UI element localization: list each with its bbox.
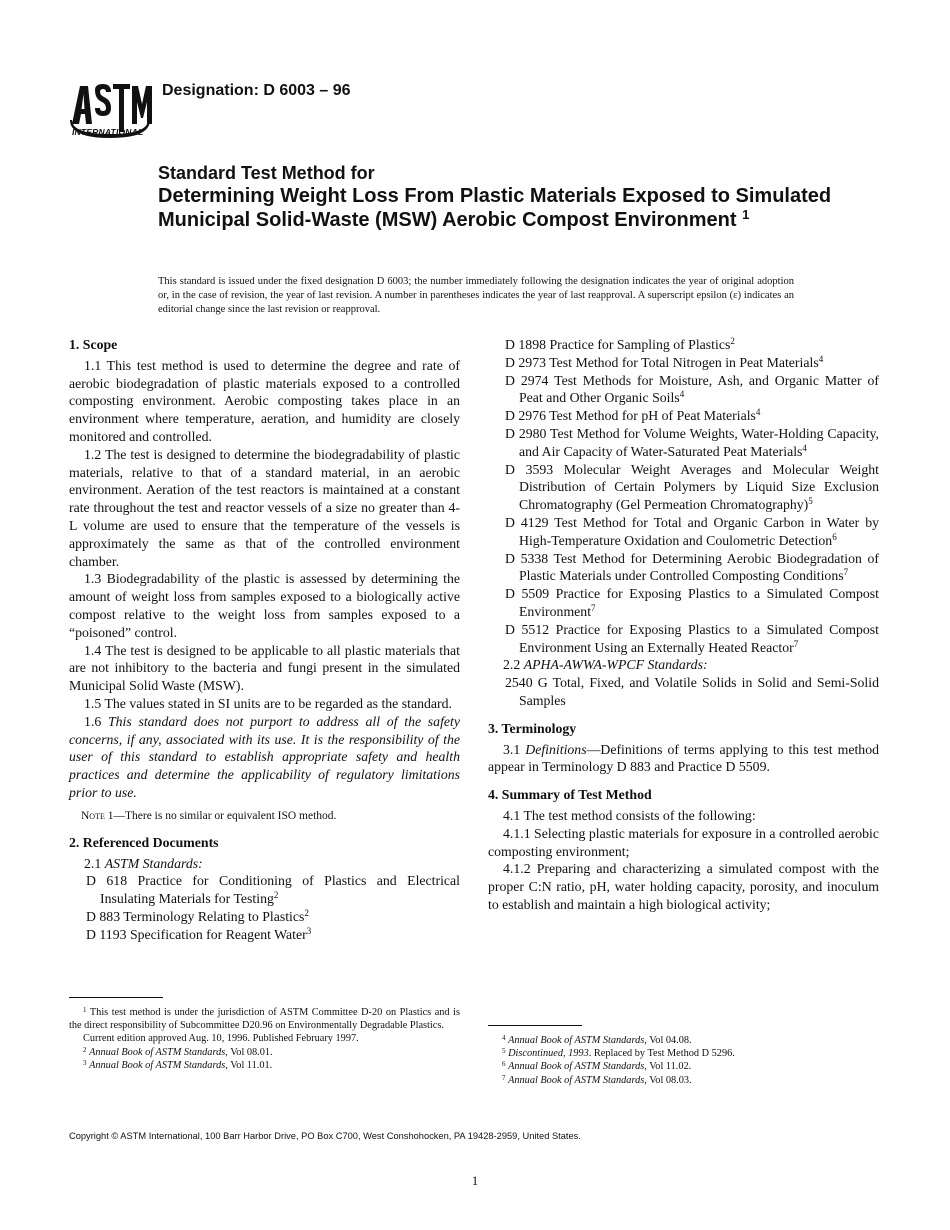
footnote-book: Annual Book of ASTM Standards <box>508 1061 645 1073</box>
para-1-3: 1.3 Biodegradability of the plastic is assessed by determining the amount of weight loss from samples exposed to a biologically active compost relative to the weight loss from samples exposed to a “poisoned” control. <box>69 571 460 640</box>
issuance-statement: This standard is issued under the fixed designation D 6003; the number immediately following the designation indicates the year of original adoption or, in the case of revision, the year of last revision. A number in parentheses indicates the year of last reapproval. A superscript epsilon (ε) indicates an editorial change since the last revision or reapproval. <box>158 276 794 315</box>
ref-item <box>489 372 879 408</box>
footnote-book: Annual Book of ASTM Standards <box>89 1046 226 1058</box>
ref-text: D 618 Practice for Conditioning of Plastics and Electrical Insulating Materials for Testing <box>86 873 460 907</box>
page-number: 1 <box>471 1173 479 1188</box>
ref-item <box>489 425 879 461</box>
ref-text: D 2980 Test Method for Volume Weights, Water-Holding Capacity, and Air Capacity of Water-Saturated Peat Materials <box>505 425 879 459</box>
footnote-5 <box>488 1047 879 1060</box>
footnote-vol: , Vol 08.01. <box>225 1046 273 1058</box>
title-footnote-mark: 1 <box>742 207 750 222</box>
subsection-2-2-title: APHA-AWWA-WPCF Standards: <box>523 657 708 673</box>
footnote-mark: 1 <box>83 1006 87 1014</box>
footnote-3 <box>69 1059 460 1072</box>
copyright-notice: Copyright © ASTM International, 100 Barr Harbor Drive, PO Box C700, West Conshohocken, PA 19428-2959, United States. <box>69 1131 581 1141</box>
footnote-6 <box>488 1060 879 1073</box>
para-1-2: 1.2 The test is designed to determine the biodegradability of plastic materials, relative to that of a standard material, in an aerobic environment. Aeration of the test reactors is maintained at a constant rate throughout the test and reactor vessels of a size no greater than 4-L volume are used to ensure that the temperature of the vessels is approximately the same as that of the controlled environment chamber. <box>69 446 460 569</box>
para-1-6 <box>69 713 460 802</box>
ref-text: D 4129 Test Method for Total and Organic Carbon in Water by High-Temperature Oxidation and Coulometric Detection <box>505 514 879 548</box>
ref-footnote-mark: 3 <box>306 925 312 936</box>
ref-text: D 5338 Test Method for Determining Aerobic Biodegradation of Plastic Materials under Controlled Composting Conditions <box>505 550 879 584</box>
section-heading-scope: 1. Scope <box>69 337 118 352</box>
ref-item <box>70 872 460 908</box>
footnote-1 <box>69 1006 460 1032</box>
document-title <box>158 184 858 232</box>
ref-text: D 883 Terminology Relating to Plastics <box>86 908 305 924</box>
footnote-7 <box>488 1074 879 1087</box>
para-3-1-text: —Definitions of terms applying to this test method appear in Terminology D 883 and Practice D 5509. <box>488 741 879 775</box>
ref-item <box>70 908 460 926</box>
footnote-book: Annual Book of ASTM Standards <box>89 1059 226 1071</box>
ref-item <box>489 621 879 657</box>
footnote-vol: , Vol 11.02. <box>644 1061 692 1073</box>
subsection-2-2-number: 2.2 <box>503 657 521 673</box>
ref-item <box>70 926 460 944</box>
para-3-1-number: 3.1 <box>503 741 521 757</box>
ref-text: D 2973 Test Method for Total Nitrogen in Peat Materials <box>505 354 819 370</box>
footnote-mark: 7 <box>502 1073 506 1082</box>
ref-footnote-mark: 4 <box>802 442 807 453</box>
note-1 <box>81 809 460 824</box>
para-4-1-2: 4.1.2 Preparing and characterizing a simulated compost with the proper C:N ratio, pH, water holding capacity, porosity, and inoculum to establish and maintain a high biological activity; <box>488 861 879 912</box>
footnote-book: Annual Book of ASTM Standards <box>508 1074 645 1086</box>
footnote-mark: 6 <box>502 1060 506 1069</box>
para-1-1: 1.1 This test method is used to determine the degree and rate of aerobic biodegradation of plastic materials exposed to a controlled composting environment. Aerobic composting takes place in an environment where temperature, aeration, and humidity are closely monitored and controlled. <box>69 357 460 444</box>
footnote-mark: 2 <box>83 1045 87 1054</box>
ref-item <box>489 585 879 621</box>
ref-footnote-mark: 5 <box>808 496 813 507</box>
ref-item <box>489 550 879 586</box>
footnote-italic: Discontinued, 1993 <box>508 1048 589 1060</box>
ref-item <box>489 461 879 514</box>
ref-footnote-mark: 6 <box>832 531 837 542</box>
ref-footnote-mark: 4 <box>679 389 685 400</box>
subsection-2-1-title: ASTM Standards: <box>104 855 203 871</box>
footnote-text: This test method is under the jurisdiction of ASTM Committee D-20 on Plastics and is the direct responsibility of Subcommittee D20.96 on Environmentally Degradable Plastics. <box>69 1007 461 1032</box>
section-heading-referenced: 2. Referenced Documents <box>69 834 219 850</box>
ref-text: D 5509 Practice for Exposing Plastics to a Simulated Compost Environment <box>505 586 879 619</box>
ref-text: D 5512 Practice for Exposing Plastics to a Simulated Compost Environment Using an Externally Heated Reactor <box>505 621 879 655</box>
footnote-vol: , Vol 11.01. <box>225 1059 273 1071</box>
ref-item <box>489 336 879 354</box>
footnote-mark: 4 <box>502 1034 506 1042</box>
ref-text: D 3593 Molecular Weight Averages and Molecular Weight Distribution of Certain Polymers by Liquid Size Exclusion Chromatography (Gel Permeation Chromatography) <box>505 461 879 513</box>
left-column <box>69 336 460 944</box>
note-label: Note <box>81 809 105 822</box>
footnote-4 <box>488 1034 879 1047</box>
para-4-1: 4.1 The test method consists of the following: <box>503 807 756 823</box>
ref-footnote-mark: 2 <box>730 336 735 346</box>
footnote-rule-left <box>69 997 163 998</box>
subsection-2-1-number: 2.1 <box>84 855 102 871</box>
ref-text: D 1898 Practice for Sampling of Plastics <box>505 337 731 352</box>
para-1-6-number: 1.6 <box>84 713 102 729</box>
footnote-text: . Replaced by Test Method D 5296. <box>588 1048 735 1060</box>
ref-item <box>489 354 879 372</box>
para-1-4: 1.4 The test is designed to be applicable to all plastic materials that are not inhibitory to the bacteria and fungi present in the simulated Municipal Solid Waste (MSW). <box>69 642 460 694</box>
title-block <box>158 162 858 232</box>
footnote-book: Annual Book of ASTM Standards <box>508 1035 645 1046</box>
para-3-1 <box>488 741 879 777</box>
subsection-2-1 <box>69 855 460 873</box>
ref-footnote-mark: 2 <box>304 907 309 918</box>
footnote-rule-right <box>488 1025 582 1026</box>
para-3-1-term: Definitions <box>525 741 587 757</box>
para-4-1-1: 4.1.1 Selecting plastic materials for exposure in a controlled aerobic composting environment; <box>488 825 879 859</box>
ref-footnote-mark: 7 <box>591 602 596 613</box>
right-column <box>488 336 879 914</box>
footnote-mark: 5 <box>502 1047 506 1056</box>
footnote-vol: , Vol 08.03. <box>644 1074 692 1086</box>
ref-footnote-mark: 4 <box>755 407 761 418</box>
footnotes-right <box>488 1034 879 1087</box>
ref-text: D 2974 Test Methods for Moisture, Ash, and Organic Matter of Peat and Other Organic Soils <box>505 372 879 406</box>
logo-international-text: INTERNATIONAL <box>72 127 144 137</box>
ref-footnote-mark: 7 <box>843 567 849 578</box>
footnote-1-edition: Current edition approved Aug. 10, 1996. Published February 1997. <box>83 1033 359 1045</box>
apha-ref-item: 2540 G Total, Fixed, and Volatile Solids in Solid and Semi-Solid Samples <box>505 675 879 708</box>
ref-item <box>489 407 879 425</box>
note-text: 1—There is no similar or equivalent ISO method. <box>107 809 337 822</box>
subsection-2-2 <box>488 656 879 674</box>
title-text: Determining Weight Loss From Plastic Materials Exposed to Simulated Municipal Solid-Waste (MSW) Aerobic Compost Environment <box>158 185 832 231</box>
footnote-vol: , Vol 04.08. <box>644 1035 692 1046</box>
ref-footnote-mark: 2 <box>273 890 279 901</box>
section-heading-terminology: 3. Terminology <box>488 720 577 736</box>
designation: Designation: D 6003 – 96 <box>162 82 351 99</box>
ref-text: D 2976 Test Method for pH of Peat Materials <box>505 408 756 424</box>
ref-item <box>489 514 879 550</box>
footnote-mark: 3 <box>83 1058 87 1067</box>
ref-footnote-mark: 7 <box>793 638 799 649</box>
ref-footnote-mark: 4 <box>818 353 824 364</box>
footnote-2 <box>69 1046 460 1059</box>
ref-text: D 1193 Specification for Reagent Water <box>86 926 307 942</box>
para-1-6-text: This standard does not purport to address all of the safety concerns, if any, associated with its use. It is the responsibility of the user of this standard to establish appropriate safety and health practices and determine the applicability of regulatory limitations prior to use. <box>69 713 460 800</box>
para-1-5: 1.5 The values stated in SI units are to be regarded as the standard. <box>84 695 452 711</box>
section-heading-summary: 4. Summary of Test Method <box>488 787 652 803</box>
title-prefix: Standard Test Method for <box>158 163 375 183</box>
footnotes-left <box>69 1006 460 1072</box>
